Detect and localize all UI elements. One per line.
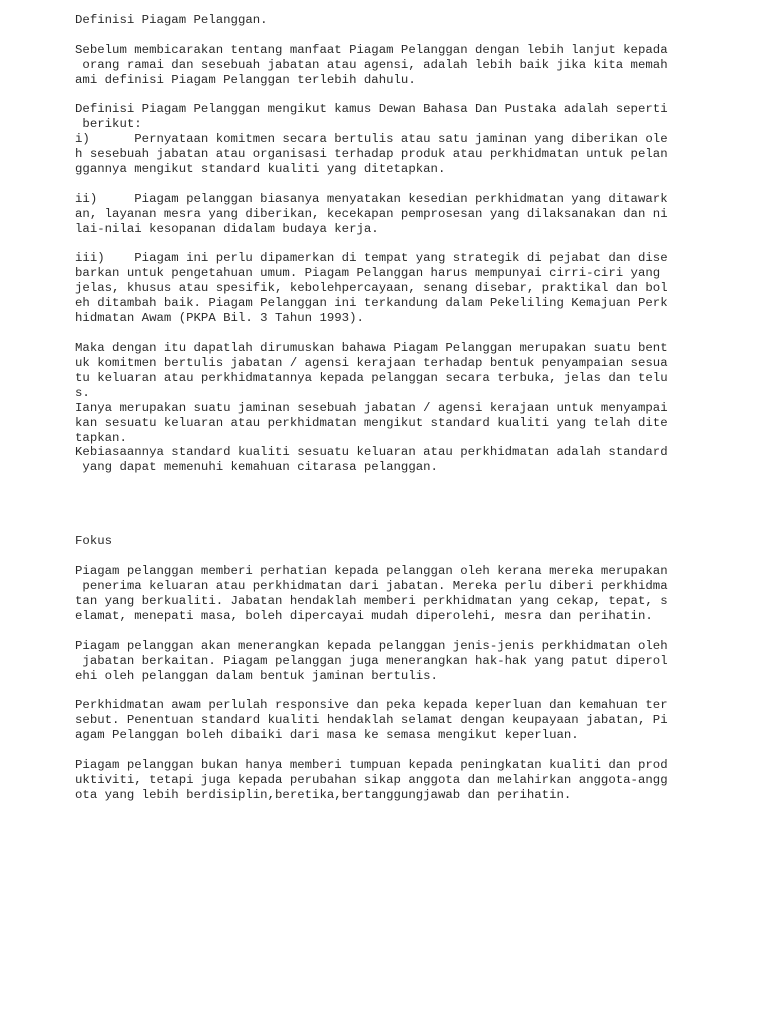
text-line: jelas, khusus atau spesifik, kebolehpercayaan, senang disebar, praktikal dan bol [75, 281, 668, 295]
text-line: uk komitmen bertulis jabatan / agensi kerajaan terhadap bentuk penyampaian sesua [75, 356, 668, 370]
section-heading-definisi: Definisi Piagam Pelanggan. [75, 13, 268, 27]
text-line: tan yang berkualiti. Jabatan hendaklah memberi perkhidmatan yang cekap, tepat, s [75, 594, 668, 608]
text-line: ggannya mengikut standard kualiti yang ditetapkan. [75, 162, 446, 176]
text-line: iii) Piagam ini perlu dipamerkan di tempat yang strategik di pejabat dan dise [75, 251, 668, 265]
text-line: hidmatan Awam (PKPA Bil. 3 Tahun 1993). [75, 311, 364, 325]
text-line: Piagam pelanggan bukan hanya memberi tumpuan kepada peningkatan kualiti dan prod [75, 758, 668, 772]
text-line: berikut: [75, 117, 142, 131]
text-line: ehi oleh pelanggan dalam bentuk jaminan bertulis. [75, 669, 438, 683]
text-line: Perkhidmatan awam perlulah responsive dan peka kepada keperluan dan kemahuan ter [75, 698, 668, 712]
text-line: ota yang lebih berdisiplin,beretika,bertanggungjawab dan perihatin. [75, 788, 572, 802]
text-line: s. [75, 386, 90, 400]
text-line: Ianya merupakan suatu jaminan sesebuah jabatan / agensi kerajaan untuk menyampai [75, 401, 668, 415]
text-line: kan sesuatu keluaran atau perkhidmatan mengikut standard kualiti yang telah dite [75, 416, 668, 430]
text-line: an, layanan mesra yang diberikan, kecekapan pemprosesan yang dilaksanakan dan ni [75, 207, 668, 221]
text-line: tapkan. [75, 431, 127, 445]
text-line: jabatan berkaitan. Piagam pelanggan juga menerangkan hak-hak yang patut diperol [75, 654, 668, 668]
text-line: uktiviti, tetapi juga kepada perubahan sikap anggota dan melahirkan anggota-angg [75, 773, 668, 787]
text-line: elamat, menepati masa, boleh dipercayai mudah diperolehi, mesra dan perihatin. [75, 609, 653, 623]
text-line: Definisi Piagam Pelanggan mengikut kamus Dewan Bahasa Dan Pustaka adalah seperti [75, 102, 668, 116]
text-line: lai-nilai kesopanan didalam budaya kerja. [75, 222, 379, 236]
text-line: Kebiasaannya standard kualiti sesuatu keluaran atau perkhidmatan adalah standard [75, 445, 668, 459]
text-line: tu keluaran atau perkhidmatannya kepada pelanggan secara terbuka, jelas dan telu [75, 371, 668, 385]
text-line: ami definisi Piagam Pelanggan terlebih dahulu. [75, 73, 416, 87]
text-line: Sebelum membicarakan tentang manfaat Piagam Pelanggan dengan lebih lanjut kepada [75, 43, 668, 57]
text-line: eh ditambah baik. Piagam Pelanggan ini terkandung dalam Pekeliling Kemajuan Perk [75, 296, 668, 310]
text-line: h sesebuah jabatan atau organisasi terhadap produk atau perkhidmatan untuk pelan [75, 147, 668, 161]
text-line: penerima keluaran atau perkhidmatan dari jabatan. Mereka perlu diberi perkhidma [75, 579, 668, 593]
text-line: Piagam pelanggan memberi perhatian kepada pelanggan oleh kerana mereka merupakan [75, 564, 668, 578]
text-line: agam Pelanggan boleh dibaiki dari masa ke semasa mengikut keperluan. [75, 728, 579, 742]
text-line: Piagam pelanggan akan menerangkan kepada pelanggan jenis-jenis perkhidmatan oleh [75, 639, 668, 653]
text-line: orang ramai dan sesebuah jabatan atau agensi, adalah lebih baik jika kita memah [75, 58, 668, 72]
section-heading-fokus: Fokus [75, 534, 113, 548]
text-line: ii) Piagam pelanggan biasanya menyatakan kesedian perkhidmatan yang ditawark [75, 192, 668, 206]
text-line: sebut. Penentuan standard kualiti hendaklah selamat dengan keupayaan jabatan, Pi [75, 713, 668, 727]
text-line: yang dapat memenuhi kemahuan citarasa pelanggan. [75, 460, 438, 474]
text-line: barkan untuk pengetahuan umum. Piagam Pelanggan harus mempunyai cirri-ciri yang [75, 266, 668, 280]
text-line: Maka dengan itu dapatlah dirumuskan bahawa Piagam Pelanggan merupakan suatu bent [75, 341, 668, 355]
text-line: i) Pernyataan komitmen secara bertulis atau satu jaminan yang diberikan ole [75, 132, 668, 146]
